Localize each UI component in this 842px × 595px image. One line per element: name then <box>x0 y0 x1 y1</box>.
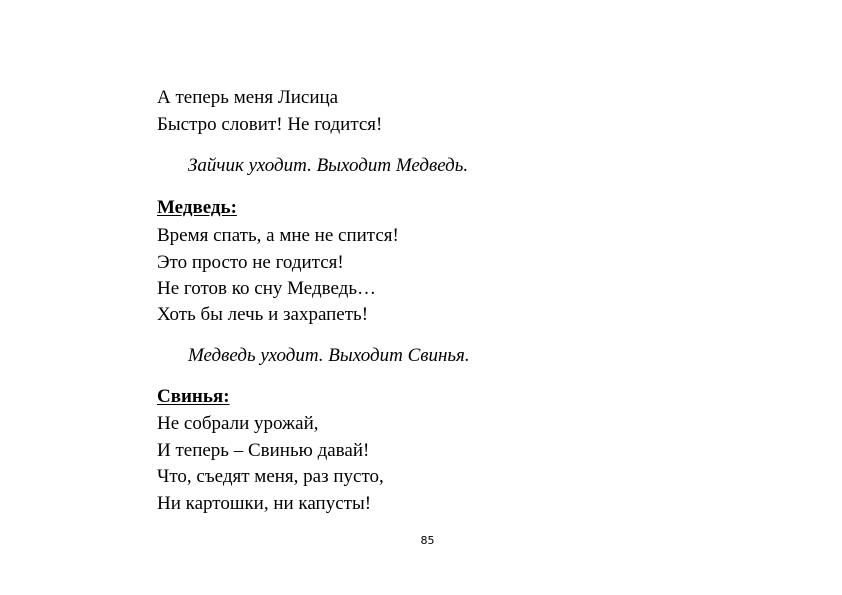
verse-line: Быстро словит! Не годится! <box>157 114 383 135</box>
verse-line: Это просто не годится! <box>157 252 344 273</box>
verse-line: Хоть бы лечь и захрапеть! <box>157 304 369 325</box>
verse-line: Не готов ко сну Медведь… <box>157 278 376 299</box>
page-number: 85 <box>420 534 435 547</box>
speaker-name: Медведь: <box>157 197 237 218</box>
stage-direction: Зайчик уходит. Выходит Медведь. <box>188 155 469 176</box>
verse-line: Что, съедят меня, раз пусто, <box>157 466 384 487</box>
verse-line: Ни картошки, ни капусты! <box>157 493 372 514</box>
stage-direction: Медведь уходит. Выходит Свинья. <box>188 345 470 366</box>
speaker-name: Свинья: <box>157 386 230 407</box>
verse-line: Время спать, а мне не спится! <box>157 225 399 246</box>
verse-line: И теперь – Свинью давай! <box>157 440 370 461</box>
verse-line: Не собрали урожай, <box>157 413 319 434</box>
verse-line: А теперь меня Лисица <box>157 87 339 108</box>
